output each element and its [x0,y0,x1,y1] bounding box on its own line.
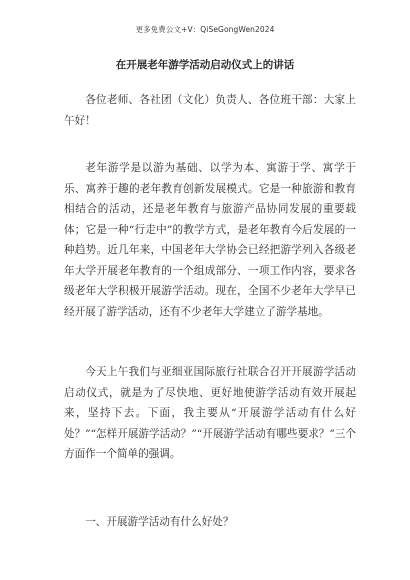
greeting-paragraph: 各位老师、各社团（文化）负责人、各位班干部：大家上午好！ [64,94,356,127]
purpose-paragraph: 今天上午我们与亚细亚国际旅行社联合召开开展游学活动启动仪式，就是为了尽快地、更好地使游学活动有效开展起来，坚持下去。下面，我主要从“开展游学活动有什么好处？”“怎样开展游学活动？”“开展游学活动有哪些要求？”三个方面作一个简单的强调。 [64,366,356,460]
section-heading: 一、开展游学活动有什么好处？ [85,516,234,528]
intro-paragraph: 老年游学是以游为基础、以学为本、寓游于学、寓学于乐、寓养于趣的老年教育创新发展模式。它是一种旅游和教育相结合的活动，还是老年教育与旅游产品协同发展的重要载体；它是一种“行走中”的教学方式，是老年教育今后发展的一种趋势。近几年来，中国老年大学协会已经把游学列入各级老年大学开展老年教育的一个组成部分、一项工作内容，要求各级老年大学积极开展游学活动。现在，全国不少老年大学早已经开展了游学活动，还有不少老年大学建立了游学基地。 [64,162,356,318]
document-title: 在开展老年游学活动启动仪式上的讲话 [115,59,295,71]
header-note: 更多免费公文+V：QiSeGongWen2024 [135,25,275,34]
